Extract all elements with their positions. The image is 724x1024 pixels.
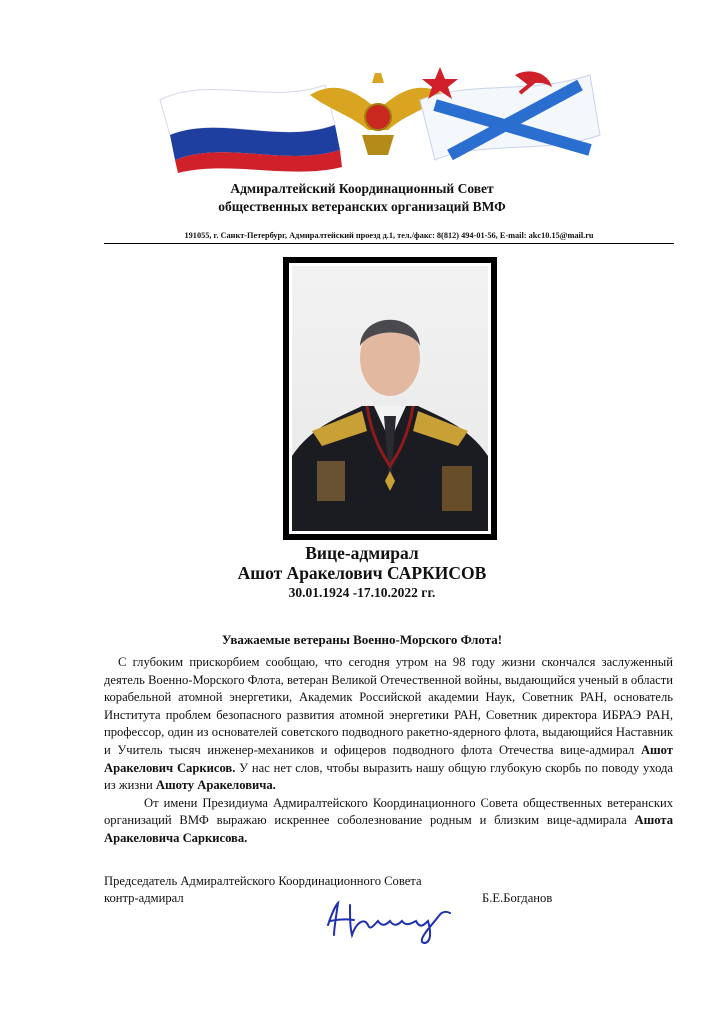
portrait-illustration — [292, 266, 488, 531]
header-divider — [104, 243, 674, 244]
signatory-title: Председатель Адмиралтейского Координационного Совета — [104, 874, 422, 888]
greeting: Уважаемые ветераны Военно-Морского Флота! — [221, 632, 503, 647]
obituary-body — [104, 654, 673, 848]
name-bold-2: Ашоту Аракеловича. — [155, 778, 276, 793]
deceased-rank: Вице-адмирал — [305, 543, 419, 563]
org-line-2: общественных ветеранских организаций ВМФ — [218, 199, 506, 214]
signature — [320, 895, 460, 945]
organization-name — [0, 180, 724, 216]
name-bold-1: Ашот Аракелович Саркисов. — [104, 742, 673, 775]
paragraph-1: С глубоким прискорбием сообщаю, что сегодня утром на 98 году жизни скончался заслуженный деятель Военно-Морского Флота, ветеран Великой Отечественной войны, выдающийся ученый в области корабельной атомной энергетики, Академик Российской академии Наук, Советник РАН, основатель Института проблем безопасного развития атомной энергетики РАН, Советник директора ИБРАЭ РАН, профессор, один из основателей советского подводного ракетно-ядерного флота, выдающийся Наставник и Учитель тысяч инженер-механиков и офицеров подводного флота Отечества вице-адмирал Ашот Аракелович Саркисов. У нас нет слов, чтобы выразить нашу общую глубокую скорбь по поводу ухода из жизни Ашоту Аракеловича. — [104, 655, 674, 793]
portrait-photo — [292, 266, 488, 531]
signatory-name: Б.Е.Богданов — [482, 891, 553, 905]
paragraph-2: От имени Президиума Адмиралтейского Координационного Совета общественных ветеранских организаций ВМФ выражаю искреннее соболезнование родным и близким вице-адмирала Ашота Аракеловича Саркисова. — [104, 795, 673, 845]
life-dates: 30.01.1924 -17.10.2022 гг. — [288, 585, 436, 600]
portrait-frame — [283, 257, 497, 540]
address-line: 191055, г. Санкт-Петербург, Адмиралтейский проезд д.1, тел./факс: 8(812) 494-01-56, E-mail: akc10.15@mail.ru — [184, 231, 594, 240]
signatory-rank: контр-адмирал — [104, 891, 184, 905]
deceased-name: Ашот Аракелович САРКИСОВ — [237, 563, 487, 583]
header-banner — [150, 55, 605, 175]
org-line-1: Адмиралтейский Координационный Совет — [230, 181, 494, 196]
name-bold-3: Ашота Аракеловича Саркисова. — [104, 813, 673, 845]
